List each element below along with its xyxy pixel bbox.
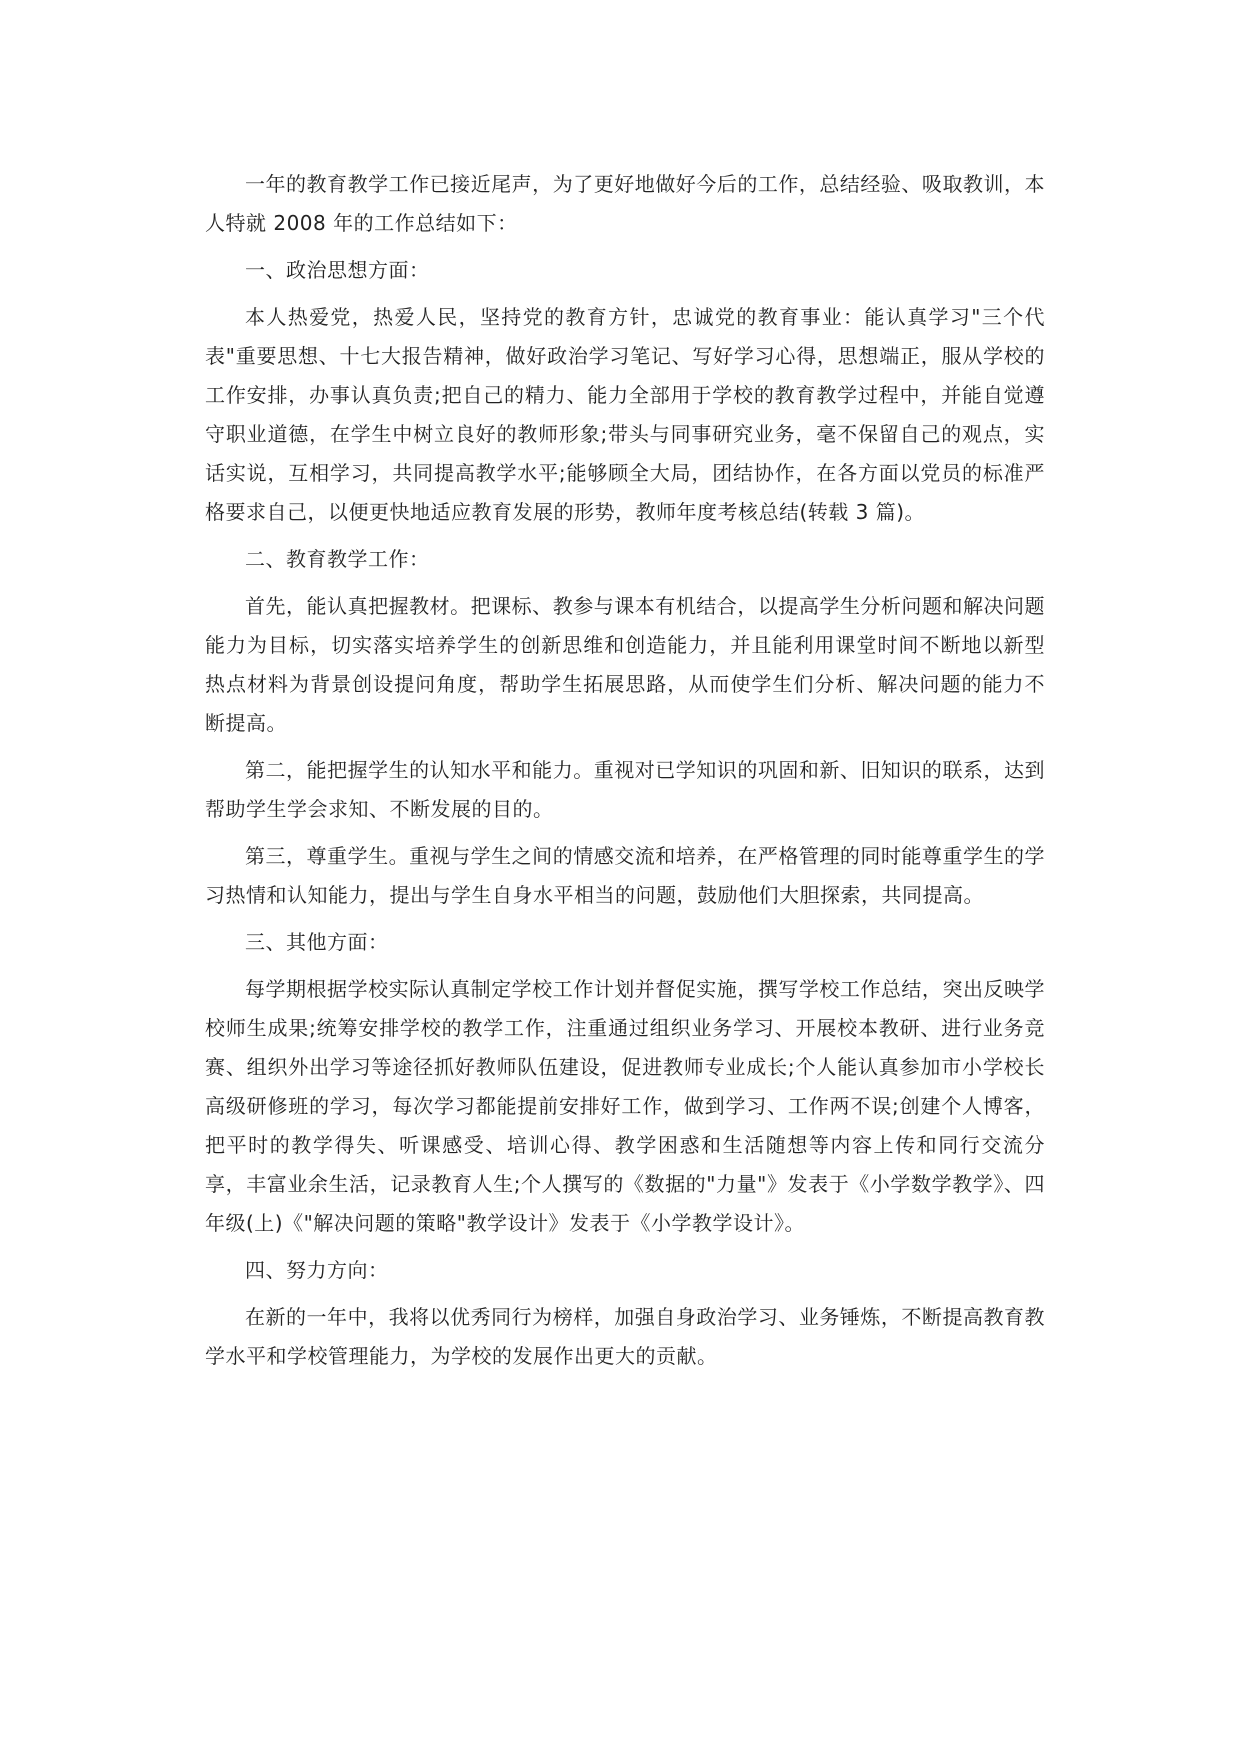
intro-paragraph: 一年的教育教学工作已接近尾声，为了更好地做好今后的工作，总结经验、吸取教训，本人特就 2008 年的工作总结如下： — [205, 172, 1045, 235]
section-heading-teaching: 二、教育教学工作： — [245, 547, 430, 571]
teaching-paragraph-first: 首先，能认真把握教材。把课标、教参与课本有机结合，以提高学生分析问题和解决问题能力为目标，切实落实培养学生的创新思维和创造能力，并且能利用课堂时间不断地以新型热点材料为背景创设提问角度，帮助学生拓展思路，从而使学生们分析、解决问题的能力不断提高。 — [205, 594, 1045, 735]
section-heading-direction: 四、努力方向： — [245, 1258, 389, 1282]
teaching-paragraph-third: 第三，尊重学生。重视与学生之间的情感交流和培养，在严格管理的同时能尊重学生的学习热情和认知能力，提出与学生自身水平相当的问题，鼓励他们大胆探索，共同提高。 — [205, 844, 1045, 907]
document-body — [205, 165, 1045, 1384]
section-heading-politics: 一、政治思想方面： — [245, 258, 430, 282]
politics-paragraph: 本人热爱党，热爱人民，坚持党的教育方针，忠诚党的教育事业：能认真学习"三个代表"重要思想、十七大报告精神，做好政治学习笔记、写好学习心得，思想端正，服从学校的工作安排，办事认真负责;把自己的精力、能力全部用于学校的教育教学过程中，并能自觉遵守职业道德，在学生中树立良好的教师形象;带头与同事研究业务，毫不保留自己的观点，实话实说，互相学习，共同提高教学水平;能够顾全大局，团结协作，在各方面以党员的标准严格要求自己，以便更快地适应教育发展的形势，教师年度考核总结(转载 3 篇)。 — [205, 305, 1045, 524]
other-paragraph: 每学期根据学校实际认真制定学校工作计划并督促实施，撰写学校工作总结，突出反映学校师生成果;统筹安排学校的教学工作，注重通过组织业务学习、开展校本教研、进行业务竞赛、组织外出学习等途径抓好教师队伍建设，促进教师专业成长;个人能认真参加市小学校长高级研修班的学习，每次学习都能提前安排好工作，做到学习、工作两不误;创建个人博客，把平时的教学得失、听课感受、培训心得、教学困惑和生活随想等内容上传和同行交流分享，丰富业余生活，记录教育人生;个人撰写的《数据的"力量"》发表于《小学数学教学》、四年级(上)《"解决问题的策略"教学设计》发表于《小学教学设计》。 — [205, 977, 1045, 1235]
teaching-paragraph-second: 第二，能把握学生的认知水平和能力。重视对已学知识的巩固和新、旧知识的联系，达到帮助学生学会求知、不断发展的目的。 — [205, 758, 1045, 821]
direction-paragraph: 在新的一年中，我将以优秀同行为榜样，加强自身政治学习、业务锤炼，不断提高教育教学水平和学校管理能力，为学校的发展作出更大的贡献。 — [205, 1305, 1045, 1368]
section-heading-other: 三、其他方面： — [245, 930, 389, 954]
